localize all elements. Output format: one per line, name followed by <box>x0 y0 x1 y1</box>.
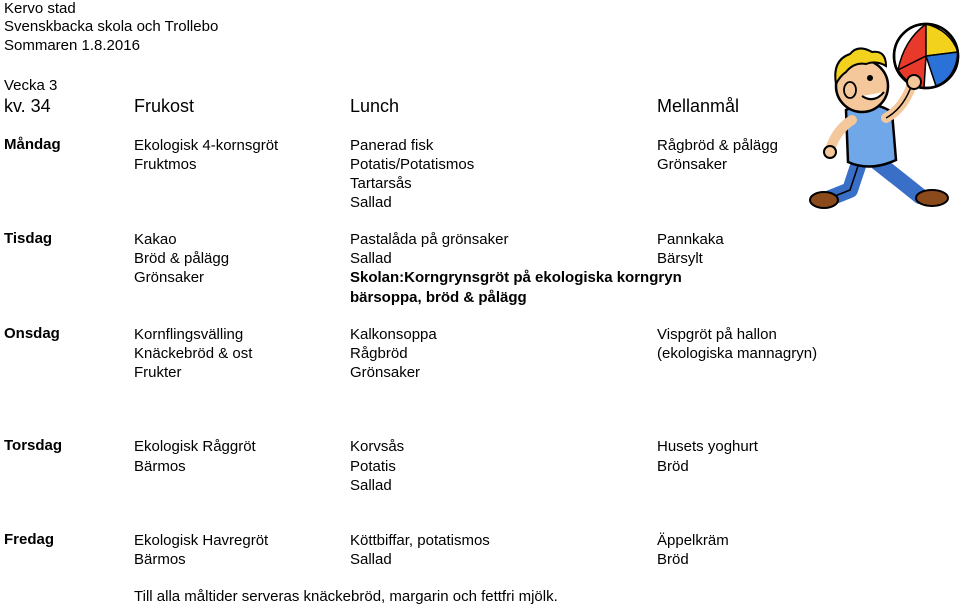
menu-item: Bröd & pålägg <box>134 250 230 267</box>
menu-item: Köttbiffar, potatismos <box>350 532 490 549</box>
school-lunch-note: bärsoppa, bröd & pålägg <box>350 289 527 306</box>
menu-item: Ekologisk Råggröt <box>134 438 256 455</box>
menu-item: Potatis <box>350 458 396 475</box>
menu-item: Sallad <box>350 477 392 494</box>
menu-item: Ekologisk 4-kornsgröt <box>134 137 279 154</box>
beach-ball-icon <box>894 24 958 88</box>
menu-item: Potatis/Potatismos <box>350 156 475 173</box>
menu-item: Bröd <box>657 551 689 568</box>
menu-item: Kalkonsoppa <box>350 326 437 343</box>
header-school: Svenskbacka skola och Trollebo <box>4 18 219 35</box>
header-week-number: kv. 34 <box>4 96 51 116</box>
menu-item: Ekologisk Havregröt <box>134 532 269 549</box>
menu-item: Bärmos <box>134 551 186 568</box>
menu-item: Frukter <box>134 364 182 381</box>
day-thursday: Torsdag <box>4 437 63 454</box>
menu-item: Husets yoghurt <box>657 438 758 455</box>
header-date: Sommaren 1.8.2016 <box>4 37 140 54</box>
menu-item: Pastalåda på grönsaker <box>350 231 509 248</box>
menu-item: (ekologiska mannagryn) <box>657 345 818 362</box>
day-wednesday: Onsdag <box>4 325 60 342</box>
menu-item: Bröd <box>657 458 689 475</box>
boy-with-beach-ball-icon <box>800 0 960 215</box>
menu-item: Kakao <box>134 231 177 248</box>
menu-item: Kornflingsvälling <box>134 326 244 343</box>
header-org: Kervo stad <box>4 0 76 17</box>
menu-item: Rågbröd & pålägg <box>657 137 778 154</box>
menu-item: Äppelkräm <box>657 532 729 549</box>
menu-item: Sallad <box>350 194 392 211</box>
day-tuesday: Tisdag <box>4 230 53 247</box>
menu-item: Vispgröt på hallon <box>657 326 777 343</box>
menu-item: Pannkaka <box>657 231 724 248</box>
menu-item: Grönsaker <box>134 269 205 286</box>
menu-item: Grönsaker <box>657 156 728 173</box>
school-lunch-note: Skolan:Korngrynsgröt på ekologiska korngryn <box>350 269 682 286</box>
menu-item: Grönsaker <box>350 364 421 381</box>
menu-item: Sallad <box>350 551 392 568</box>
menu-item: Sallad <box>350 250 392 267</box>
column-lunch: Lunch <box>350 96 400 116</box>
column-snack: Mellanmål <box>657 96 740 116</box>
menu-item: Tartarsås <box>350 175 412 192</box>
menu-item: Korvsås <box>350 438 405 455</box>
column-breakfast: Frukost <box>134 96 195 116</box>
menu-item: Bärsylt <box>657 250 703 267</box>
day-monday: Måndag <box>4 136 61 153</box>
header-week: Vecka 3 <box>4 77 58 94</box>
menu-item: Knäckebröd & ost <box>134 345 253 362</box>
day-friday: Fredag <box>4 531 55 548</box>
menu-item: Fruktmos <box>134 156 197 173</box>
menu-item: Panerad fisk <box>350 137 434 154</box>
menu-item: Bärmos <box>134 458 186 475</box>
menu-item: Rågbröd <box>350 345 408 362</box>
footer-note: Till alla måltider serveras knäckebröd, margarin och fettfri mjölk. <box>134 588 558 605</box>
